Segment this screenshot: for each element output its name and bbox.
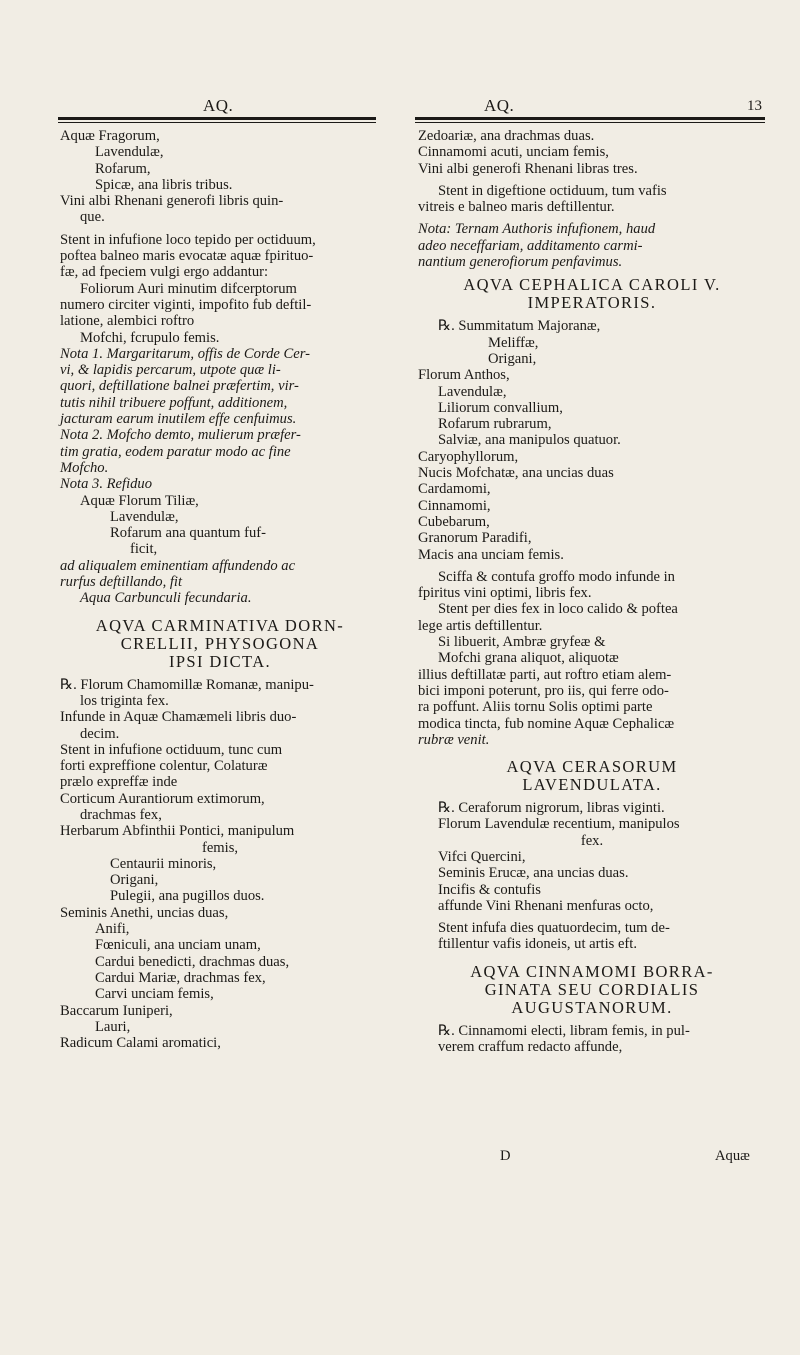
text-line: que.: [80, 209, 105, 226]
header-thin-rule-left: [58, 122, 376, 123]
text-line: Liliorum convallium,: [438, 399, 563, 416]
text-line: Herbarum Abfinthii Pontici, manipulum: [60, 823, 295, 840]
section-heading: AQVA CEPHALICA CAROLI V.: [463, 275, 721, 295]
text-line: Mofchi grana aliquot, aliquotæ: [438, 650, 619, 667]
text-line: rubræ venit.: [418, 731, 490, 748]
running-head-left: AQ.: [203, 96, 234, 115]
text-line: Mofcho.: [60, 459, 109, 476]
text-line: ad aliqualem eminentiam affundendo ac: [60, 557, 296, 574]
text-line: Vini albi Rhenani generofi libris quin-: [60, 193, 284, 210]
text-line: forti expreffione colentur, Colaturæ: [60, 758, 268, 775]
text-line: vitreis e balneo maris deftillentur.: [418, 199, 615, 216]
text-line: Infunde in Aquæ Chamæmeli libris duo-: [60, 709, 297, 726]
text-line: Cinnamomi,: [418, 497, 491, 514]
text-line: rurfus deftillando, fit: [60, 574, 183, 591]
text-line: ℞. Summitatum Majoranæ,: [438, 318, 601, 335]
text-line: poftea balneo maris evocatæ aquæ fpirituo-: [60, 248, 314, 265]
text-line: adeo neceffariam, additamento carmi-: [418, 237, 643, 254]
text-line: bici imponi poterunt, pro iis, qui ferre odo-: [418, 682, 669, 699]
text-line: tutis nihil tribuere poffunt, additionem,: [60, 394, 288, 411]
text-line: Stent infufa dies quatuordecim, tum de-: [438, 920, 670, 937]
text-line: fpiritus vini optimi, libris fex.: [418, 585, 592, 602]
text-line: Corticum Aurantiorum extimorum,: [60, 790, 265, 807]
section-heading: AUGUSTANORUM.: [511, 997, 673, 1017]
text-line: Si libuerit, Ambræ gryfeæ &: [438, 634, 606, 651]
text-line: Sciffa & contufa groffo modo infunde in: [438, 568, 675, 585]
catchword: Aquæ: [715, 1148, 750, 1164]
text-line: prælo expreffæ inde: [60, 774, 178, 791]
text-line: Nota 2. Mofcho demto, mulierum præfer-: [60, 427, 301, 444]
text-line: verem craffum redacto affunde,: [438, 1039, 623, 1056]
text-line: Incifis & contufis: [438, 881, 541, 898]
text-line: Baccarum Iuniperi,: [60, 1002, 173, 1019]
text-line: Caryophyllorum,: [418, 448, 519, 465]
section-heading: AQVA CINNAMOMI BORRA-: [470, 961, 714, 981]
text-line: latione, alembici roftro: [60, 313, 195, 330]
section-heading: CRELLII, PHYSOGONA: [120, 633, 320, 653]
section-heading: LAVENDULATA.: [522, 775, 662, 795]
text-line: Pulegii, ana pugillos duos.: [110, 888, 265, 905]
text-line: Vini albi generofi Rhenani libras tres.: [418, 160, 638, 177]
text-line: ℞. Cinnamomi electi, libram femis, in pul-: [438, 1022, 690, 1039]
text-line: tim gratia, eodem paratur modo ac fine: [60, 443, 291, 460]
text-line: Cinnamomi acuti, unciam femis,: [418, 144, 609, 161]
text-line: Origani,: [110, 872, 159, 889]
section-heading: IMPERATORIS.: [527, 293, 657, 313]
text-line: Stent in infufione octiduum, tunc cum: [60, 741, 283, 758]
text-line: Foliorum Auri minutim difcerptorum: [80, 280, 297, 297]
text-line: vi, & lapidis percarum, utpote quæ li-: [60, 362, 281, 379]
text-line: Aquæ Fragorum,: [60, 128, 160, 144]
text-line: Rofarum rubrarum,: [438, 416, 552, 433]
text-line: ℞. Ceraforum nigrorum, libras viginti.: [438, 800, 665, 817]
text-line: Centaurii minoris,: [110, 855, 217, 872]
text-line: Mofchi, fcrupulo femis.: [80, 329, 220, 346]
text-line: Cardamomi,: [418, 481, 491, 498]
text-line: ftillentur vafis idoneis, ut artis eft.: [438, 936, 637, 953]
text-line: Aquæ Florum Tiliæ,: [80, 492, 199, 509]
text-line: Lavendulæ,: [95, 144, 164, 161]
text-line: Seminis Erucæ, ana uncias duas.: [438, 865, 629, 882]
text-line: Rofarum,: [95, 160, 151, 177]
text-line: Cardui benedicti, drachmas duas,: [95, 953, 290, 970]
text-line: Nucis Mofchatæ, ana uncias duas: [418, 465, 614, 482]
running-head-right: AQ.: [484, 96, 515, 115]
text-line: Lavendulæ,: [110, 508, 179, 525]
section-heading: IPSI DICTA.: [168, 651, 272, 671]
section-heading: AQVA CERASORUM: [506, 757, 678, 777]
header-rule-right: [415, 117, 765, 120]
text-line: Anifi,: [95, 921, 130, 938]
text-line: Nota: Ternam Authoris infufionem, haud: [418, 221, 656, 238]
text-line: Seminis Anethi, uncias duas,: [60, 904, 229, 921]
text-line: Fœniculi, ana unciam unam,: [95, 937, 261, 954]
text-line: nantium generofiorum penfavimus.: [418, 254, 623, 271]
text-line: Radicum Calami aromatici,: [60, 1035, 221, 1052]
right-text-column: [418, 128, 766, 1055]
text-line: Nota 3. Refiduo: [60, 476, 153, 493]
section-heading: AQVA CARMINATIVA DORN-: [95, 615, 345, 635]
text-line: modica tincta, fub nomine Aquæ Cephalicæ: [418, 715, 675, 732]
text-line: Granorum Paradifi,: [418, 530, 532, 547]
text-line: Rofarum ana quantum fuf-: [110, 525, 267, 542]
text-line: ℞. Florum Chamomillæ Romanæ, manipu-: [60, 676, 314, 693]
text-line: Lavendulæ,: [438, 383, 507, 400]
text-line: Cubebarum,: [418, 513, 490, 530]
text-line: illius deftillatæ parti, aut roftro etiam alem-: [418, 666, 672, 683]
left-text-column: [60, 128, 380, 1051]
text-line: Origani,: [488, 350, 537, 367]
text-line: los triginta fex.: [80, 692, 169, 709]
text-line: Aqua Carbunculi fecundaria.: [80, 590, 252, 607]
header-thin-rule-right: [415, 122, 765, 123]
text-line: decim.: [80, 725, 120, 742]
text-line: numero circiter viginti, impofito fub deftil-: [60, 296, 312, 313]
text-line: Florum Lavendulæ recentium, manipulos: [438, 816, 680, 833]
text-line: Carvi unciam femis,: [95, 986, 214, 1003]
page-number: 13: [747, 98, 762, 114]
text-line: Stent per dies fex in loco calido & poftea: [438, 601, 678, 618]
text-line: Spicæ, ana libris tribus.: [95, 176, 233, 193]
text-line: fæ, ad fpeciem vulgi ergo addantur:: [60, 264, 269, 281]
text-line: ficit,: [130, 541, 158, 558]
text-line: ra poffunt. Aliis tornu Solis optimi parte: [418, 699, 653, 716]
text-line: jacturam earum inutilem effe cenfuimus.: [60, 411, 297, 428]
text-line: Zedoariæ, ana drachmas duas.: [418, 128, 595, 144]
text-line: Stent in infufione loco tepido per octiduum,: [60, 231, 316, 248]
text-line: fex.: [580, 832, 604, 849]
text-line: Florum Anthos,: [418, 367, 510, 384]
header-rule-left: [58, 117, 376, 120]
text-line: femis,: [201, 839, 239, 856]
signature-mark: D: [500, 1148, 511, 1164]
text-line: Stent in digeftione octiduum, tum vafis: [438, 182, 667, 199]
text-line: drachmas fex,: [80, 806, 162, 823]
section-heading: GINATA SEU CORDIALIS: [484, 979, 700, 999]
text-line: Cardui Mariæ, drachmas fex,: [95, 969, 266, 986]
text-line: lege artis deftillentur.: [418, 617, 543, 634]
text-line: Nota 1. Margaritarum, offis de Corde Cer-: [60, 345, 310, 362]
text-line: Lauri,: [95, 1018, 131, 1035]
text-line: Salviæ, ana manipulos quatuor.: [438, 432, 621, 449]
text-line: affunde Vini Rhenani menfuras octo,: [438, 897, 654, 914]
text-line: Meliffæ,: [488, 334, 539, 351]
text-line: Vifci Quercini,: [438, 848, 526, 865]
text-line: quori, deftillatione balnei præfertim, vir-: [60, 378, 299, 395]
text-line: Macis ana unciam femis.: [418, 546, 564, 563]
